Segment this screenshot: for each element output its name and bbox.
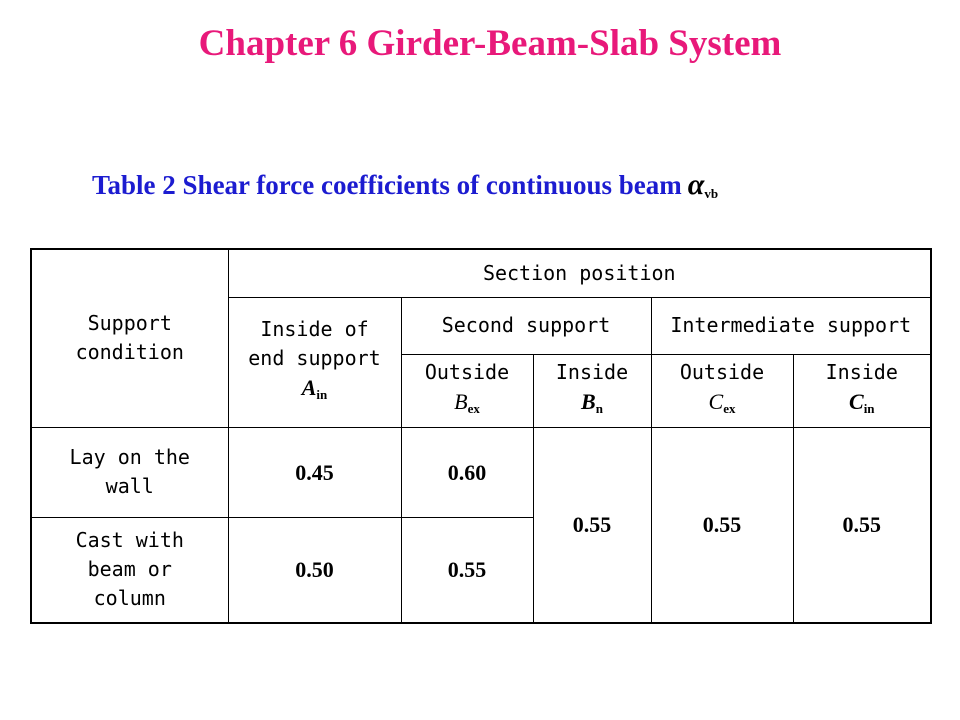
second-support-header: Second support	[401, 297, 651, 354]
col-second-outside: Outside $B_{ex}$	[401, 354, 533, 427]
support-condition-header: Support condition	[31, 249, 228, 427]
caption-text: Table 2 Shear force coefficients of continuous beam	[92, 170, 682, 200]
shear-coefficient-table	[30, 248, 932, 624]
section-position-header: Section position	[228, 249, 931, 297]
cell-value: 0.55	[401, 517, 533, 623]
end-support-header: Inside of end support $A_{in}$	[228, 297, 401, 427]
cell-value-merged: 0.55	[651, 427, 793, 623]
row-label-cast: Cast with beam or column	[31, 517, 228, 623]
cell-value-merged: 0.55	[533, 427, 651, 623]
alpha-symbol: α	[687, 168, 705, 201]
intermediate-support-header: Intermediate support	[651, 297, 931, 354]
cell-value: 0.45	[228, 427, 401, 517]
col-second-inside: Inside $B_n$	[533, 354, 651, 427]
table-row	[31, 427, 931, 517]
cell-value: 0.60	[401, 427, 533, 517]
cell-value-merged: 0.55	[793, 427, 931, 623]
table-caption	[92, 168, 718, 202]
cell-value: 0.50	[228, 517, 401, 623]
col-inter-outside: Outside $C_{ex}$	[651, 354, 793, 427]
col-inter-inside: Inside $C_{in}$	[793, 354, 931, 427]
row-label-wall: Lay on the wall	[31, 427, 228, 517]
alpha-subscript: vb	[704, 186, 719, 201]
page-title: Chapter 6 Girder-Beam-Slab System	[198, 23, 782, 64]
